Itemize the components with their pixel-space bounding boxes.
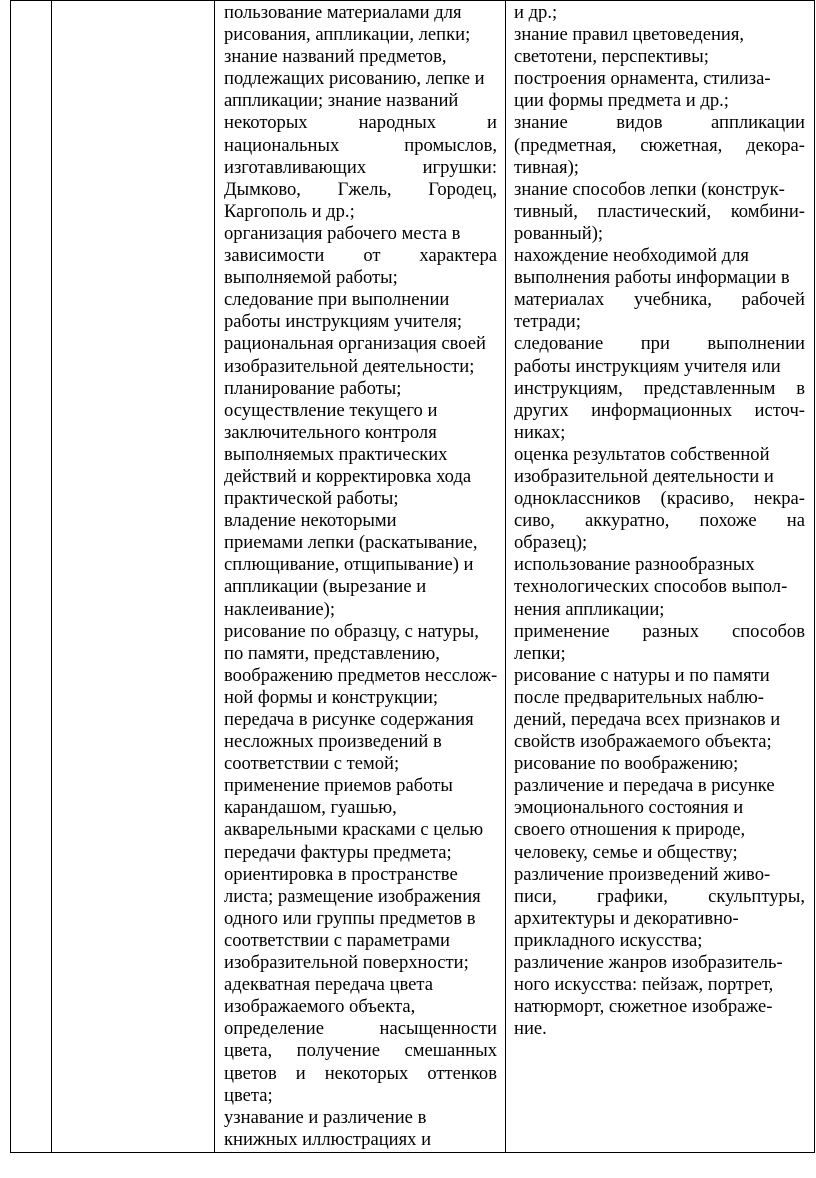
text-line: планирование работы; [224, 377, 402, 399]
text-line: материалах учебника, рабочей [514, 289, 805, 311]
text-line: изобразительной деятельности; [224, 355, 475, 377]
text-line: пользование материалами для [224, 2, 462, 23]
text-line: карандашом, гуашью, [224, 797, 397, 819]
text-line: своего отношения к природе, [514, 819, 746, 841]
text-line: осуществление текущего и [224, 399, 438, 421]
text-line: использование разнообразных [514, 554, 755, 576]
text-line: действий и корректировка хода [224, 465, 472, 487]
text-line: изготавливающих игрушки: [224, 156, 497, 178]
text-line: несложных произведений в [224, 731, 442, 753]
text-line: аппликации; знание названий [224, 90, 459, 112]
text-line: работы инструкциям учителя; [224, 311, 463, 333]
text-line: одного или группы предметов в [224, 907, 476, 929]
text-line: различение произведений живо- [514, 863, 771, 885]
text-line: соответствии с параметрами [224, 929, 451, 951]
text-line: рисование по образцу, с натуры, [224, 620, 479, 642]
text-line: некоторых народных и [224, 112, 497, 134]
text-line: нахождение необходимой для [514, 245, 749, 267]
text-line: ного искусства: пейзаж, портрет, [514, 974, 774, 996]
text-line: заключительного контроля [224, 421, 437, 443]
table-row [11, 1, 815, 1153]
text-line: передача в рисунке содержания [224, 709, 474, 730]
text-line: рованный); [514, 222, 604, 244]
text-line: знание видов аппликации [514, 112, 805, 134]
text-line: лепки; [514, 642, 566, 664]
minimal-level-cell [215, 1, 506, 1153]
text-line: Дымково, Гжель, Городец, [224, 178, 497, 200]
text-line: передачи фактуры предмета; [224, 841, 452, 863]
text-line: организация рабочего места в [224, 222, 461, 244]
text-line: других информационных источ- [514, 399, 805, 421]
empty-section-cell [52, 1, 215, 1153]
text-line: тивная); [514, 156, 579, 178]
text-line: образец); [514, 532, 588, 554]
text-line: никах; [514, 421, 566, 443]
text-line: различение и передача в рисунке [514, 775, 775, 797]
text-line: архитектуры и декоративно- [514, 907, 739, 929]
text-line: ции формы предмета и др.; [514, 90, 729, 112]
sufficient-level-cell [506, 1, 815, 1153]
text-line: ние. [514, 1018, 547, 1040]
text-line: человеку, семье и обществу; [514, 841, 738, 863]
text-line: Каргополь и др.; [224, 200, 355, 222]
text-line: практической работы; [224, 488, 399, 510]
text-line: ной формы и конструкции; [224, 686, 439, 708]
text-line: владение некоторыми [224, 510, 397, 532]
text-line: тетради; [514, 311, 581, 333]
text-line: адекватная передача цвета [224, 974, 434, 996]
text-line: знание названий предметов, [224, 46, 447, 68]
text-line: листа; размещение изображения [224, 885, 481, 907]
text-line: (предметная, сюжетная, декора- [514, 134, 805, 156]
text-line: технологических способов выпол- [514, 576, 788, 598]
text-line: наклеивание); [224, 598, 336, 620]
text-line: цвета, получение смешанных [224, 1040, 497, 1062]
text-line: цветов и некоторых оттенков [224, 1062, 497, 1084]
text-line: рисование с натуры и по памяти [514, 664, 770, 686]
text-line: сиво, аккуратно, похоже на [514, 510, 805, 532]
text-line: работы инструкциям учителя или [514, 355, 781, 377]
text-line: выполняемых практических [224, 443, 448, 465]
text-line: писи, графики, скульптуры, [514, 885, 805, 907]
text-line: рисование по воображению; [514, 753, 739, 775]
text-line: построения орнамента, стилиза- [514, 68, 771, 90]
text-line: дений, передача всех признаков и [514, 709, 781, 730]
curriculum-table [10, 0, 815, 1153]
text-line: применение приемов работы [224, 775, 453, 797]
text-line: оценка результатов собственной [514, 443, 770, 465]
text-line: национальных промыслов, [224, 134, 497, 156]
text-line: свойств изображаемого объекта; [514, 731, 772, 753]
text-line: аппликации (вырезание и [224, 576, 427, 598]
text-line: книжных иллюстрациях и [224, 1128, 432, 1150]
text-line: знание способов лепки (конструк- [514, 178, 785, 200]
sufficient-level-text [506, 0, 814, 1040]
text-line: изобразительной деятельности и [514, 465, 774, 487]
text-line: применение разных способов [514, 620, 805, 642]
text-line: и др.; [514, 2, 558, 23]
text-line: эмоционального состояния и [514, 797, 744, 819]
text-line: соответствии с темой; [224, 753, 400, 775]
text-line: узнавание и различение в [224, 1106, 427, 1128]
text-line: нения аппликации; [514, 598, 665, 620]
minimal-level-text [215, 0, 505, 1151]
text-line: натюрморт, сюжетное изображе- [514, 996, 773, 1018]
text-line: рисования, аппликации, лепки; [224, 24, 471, 46]
text-line: сплющивание, отщипывание) и [224, 554, 474, 576]
text-line: акварельными красками с целью [224, 819, 484, 841]
text-line: одноклассников (красиво, некра- [514, 488, 805, 510]
text-line: цвета; [224, 1084, 273, 1106]
text-line: выполняемой работы; [224, 267, 398, 289]
text-line: приемами лепки (раскатывание, [224, 532, 478, 554]
text-line: выполнения работы информации в [514, 267, 790, 289]
text-line: зависимости от характера [224, 245, 497, 267]
text-line: знание правил цветоведения, [514, 24, 745, 46]
text-line: прикладного искусства; [514, 929, 703, 951]
text-line: светотени, перспективы; [514, 46, 709, 68]
text-line: рациональная организация своей [224, 333, 486, 355]
text-line: тивный, пластический, комбини- [514, 200, 805, 222]
text-line: подлежащих рисованию, лепке и [224, 68, 485, 90]
text-line: следование при выполнении [224, 289, 450, 311]
text-line: изображаемого объекта, [224, 996, 416, 1018]
text-line: различение жанров изобразитель- [514, 952, 783, 974]
text-line: изобразительной поверхности; [224, 952, 469, 974]
empty-number-cell [11, 1, 52, 1153]
text-line: ориентировка в пространстве [224, 863, 458, 885]
text-line: следование при выполнении [514, 333, 805, 355]
text-line: инструкциям, представленным в [514, 377, 805, 399]
text-line: определение насыщенности [224, 1018, 497, 1040]
text-line: по памяти, представлению, [224, 642, 440, 664]
text-line: после предварительных наблю- [514, 686, 764, 708]
text-line: воображению предметов несслож- [224, 664, 498, 686]
